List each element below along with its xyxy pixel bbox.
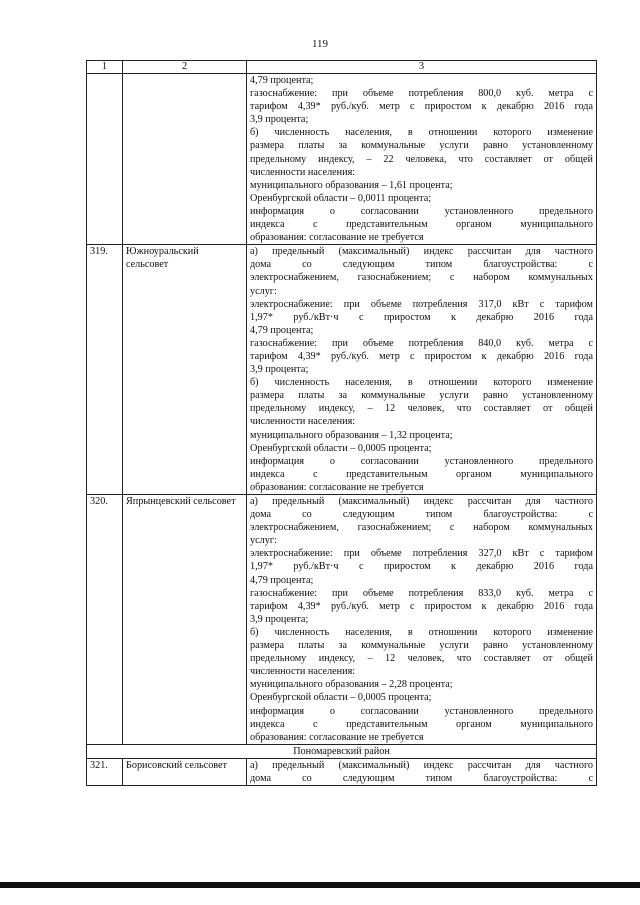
text-line: образования: согласование не требуется [250, 232, 424, 244]
table-row [87, 245, 597, 495]
text-line: б) численность населения, в отношении которого изменение [250, 127, 593, 139]
text-line: 1,97* руб./кВт·ч с приростом к декабрю 2016 года [250, 561, 593, 573]
text-line: образования: согласование не требуется [250, 481, 424, 493]
municipality-name: Япрынцевский сельсовет [123, 495, 247, 745]
text-line: услуг: [250, 285, 277, 297]
text-line: Оренбургской области – 0,0005 процента; [250, 692, 432, 704]
text-line: размера платы за коммунальные услуги равно установленному [250, 390, 593, 402]
column-header: 1 [87, 61, 123, 74]
text-line: б) численность населения, в отношении которого изменение [250, 377, 593, 389]
index-description [247, 495, 597, 745]
text-line: 4,79 процента; [250, 574, 314, 586]
text-line: тарифом 4,39* руб./куб. метр с приростом к декабрю 2016 года [250, 350, 593, 362]
page-number: 119 [311, 38, 329, 50]
index-description [247, 758, 597, 785]
text-line: предельному индексу, – 12 человек, что составляет от общей [250, 653, 593, 665]
index-table [86, 60, 597, 786]
text-line: 3,9 процента; [250, 613, 309, 625]
text-line: газоснабжение: при объеме потребления 840,0 куб. метра с [250, 337, 593, 349]
text-line: электроснабжение: при объеме потребления 317,0 кВт с тарифом [250, 298, 593, 310]
municipality-name: Борисовский сельсовет [123, 758, 247, 785]
text-line: образования: согласование не требуется [250, 731, 424, 743]
text-line: электроснабжение: при объеме потребления 327,0 кВт с тарифом [250, 548, 593, 560]
text-line: индекса с представительным органом муниципального [250, 468, 593, 480]
text-line: 3,9 процента; [250, 364, 309, 376]
text-line: численности населения: [250, 416, 356, 428]
text-line: 1,97* руб./кВт·ч с приростом к декабрю 2016 года [250, 311, 593, 323]
text-line: газоснабжение: при объеме потребления 800,0 куб. метра с [250, 88, 593, 100]
text-line: муниципального образования – 1,61 процента; [250, 179, 453, 191]
text-line: электроснабжением, газоснабжением; с набором коммунальных [250, 522, 593, 534]
text-line: газоснабжение: при объеме потребления 833,0 куб. метра с [250, 587, 593, 599]
text-line: Оренбургской области – 0,0011 процента; [250, 192, 432, 204]
text-line: б) численность населения, в отношении которого изменение [250, 626, 593, 638]
text-line: информация о согласовании установленного предельного [250, 705, 593, 717]
text-line: муниципального образования – 1,32 процента; [250, 429, 453, 441]
district-heading: Пономаревский район [87, 744, 597, 758]
text-line: тарифом 4,39* руб./куб. метр с приростом к декабрю 2016 года [250, 101, 593, 113]
row-number [87, 74, 123, 245]
text-line: предельному индексу, – 12 человек, что составляет от общей [250, 403, 593, 415]
text-line: информация о согласовании установленного предельного [250, 205, 593, 217]
text-line: дома со следующим типом благоустройства: с [250, 259, 593, 271]
row-number: 319. [87, 245, 123, 495]
table-header-row [87, 61, 597, 74]
text-line: размера платы за коммунальные услуги равно установленному [250, 140, 593, 152]
text-line: Оренбургской области – 0,0005 процента; [250, 442, 432, 454]
text-line: электроснабжением, газоснабжением; с набором коммунальных [250, 272, 593, 284]
index-description [247, 74, 597, 245]
district-row [87, 744, 597, 758]
text-line: тарифом 4,39* руб./куб. метр с приростом к декабрю 2016 года [250, 600, 593, 612]
index-description [247, 245, 597, 495]
text-line: 3,9 процента; [250, 114, 309, 126]
municipality-name: Южноуральский сельсовет [123, 245, 247, 495]
row-number: 320. [87, 495, 123, 745]
text-line: услуг: [250, 535, 277, 547]
text-line: 4,79 процента; [250, 75, 314, 86]
column-header: 2 [123, 61, 247, 74]
text-line: муниципального образования – 2,28 процента; [250, 679, 453, 691]
text-line: дома со следующим типом благоустройства: с [250, 509, 593, 521]
text-line: а) предельный (максимальный) индекс рассчитан для частного [250, 246, 593, 258]
text-line: размера платы за коммунальные услуги равно установленному [250, 640, 593, 652]
table-row [87, 758, 597, 785]
text-line: численности населения: [250, 166, 356, 178]
row-number: 321. [87, 758, 123, 785]
text-line: информация о согласовании установленного предельного [250, 455, 593, 467]
page-bottom-rule [0, 882, 640, 888]
column-header: 3 [247, 61, 597, 74]
text-line: индекса с представительным органом муниципального [250, 718, 593, 730]
text-line: предельному индексу, – 22 человека, что составляет от общей [250, 153, 593, 165]
text-line: 4,79 процента; [250, 324, 314, 336]
text-line: дома со следующим типом благоустройства: с [250, 772, 593, 784]
text-line: а) предельный (максимальный) индекс рассчитан для частного [250, 759, 593, 771]
municipality-name [123, 74, 247, 245]
table-row [87, 74, 597, 245]
text-line: а) предельный (максимальный) индекс рассчитан для частного [250, 496, 593, 507]
table-row [87, 495, 597, 745]
text-line: индекса с представительным органом муниципального [250, 219, 593, 231]
text-line: численности населения: [250, 666, 356, 678]
